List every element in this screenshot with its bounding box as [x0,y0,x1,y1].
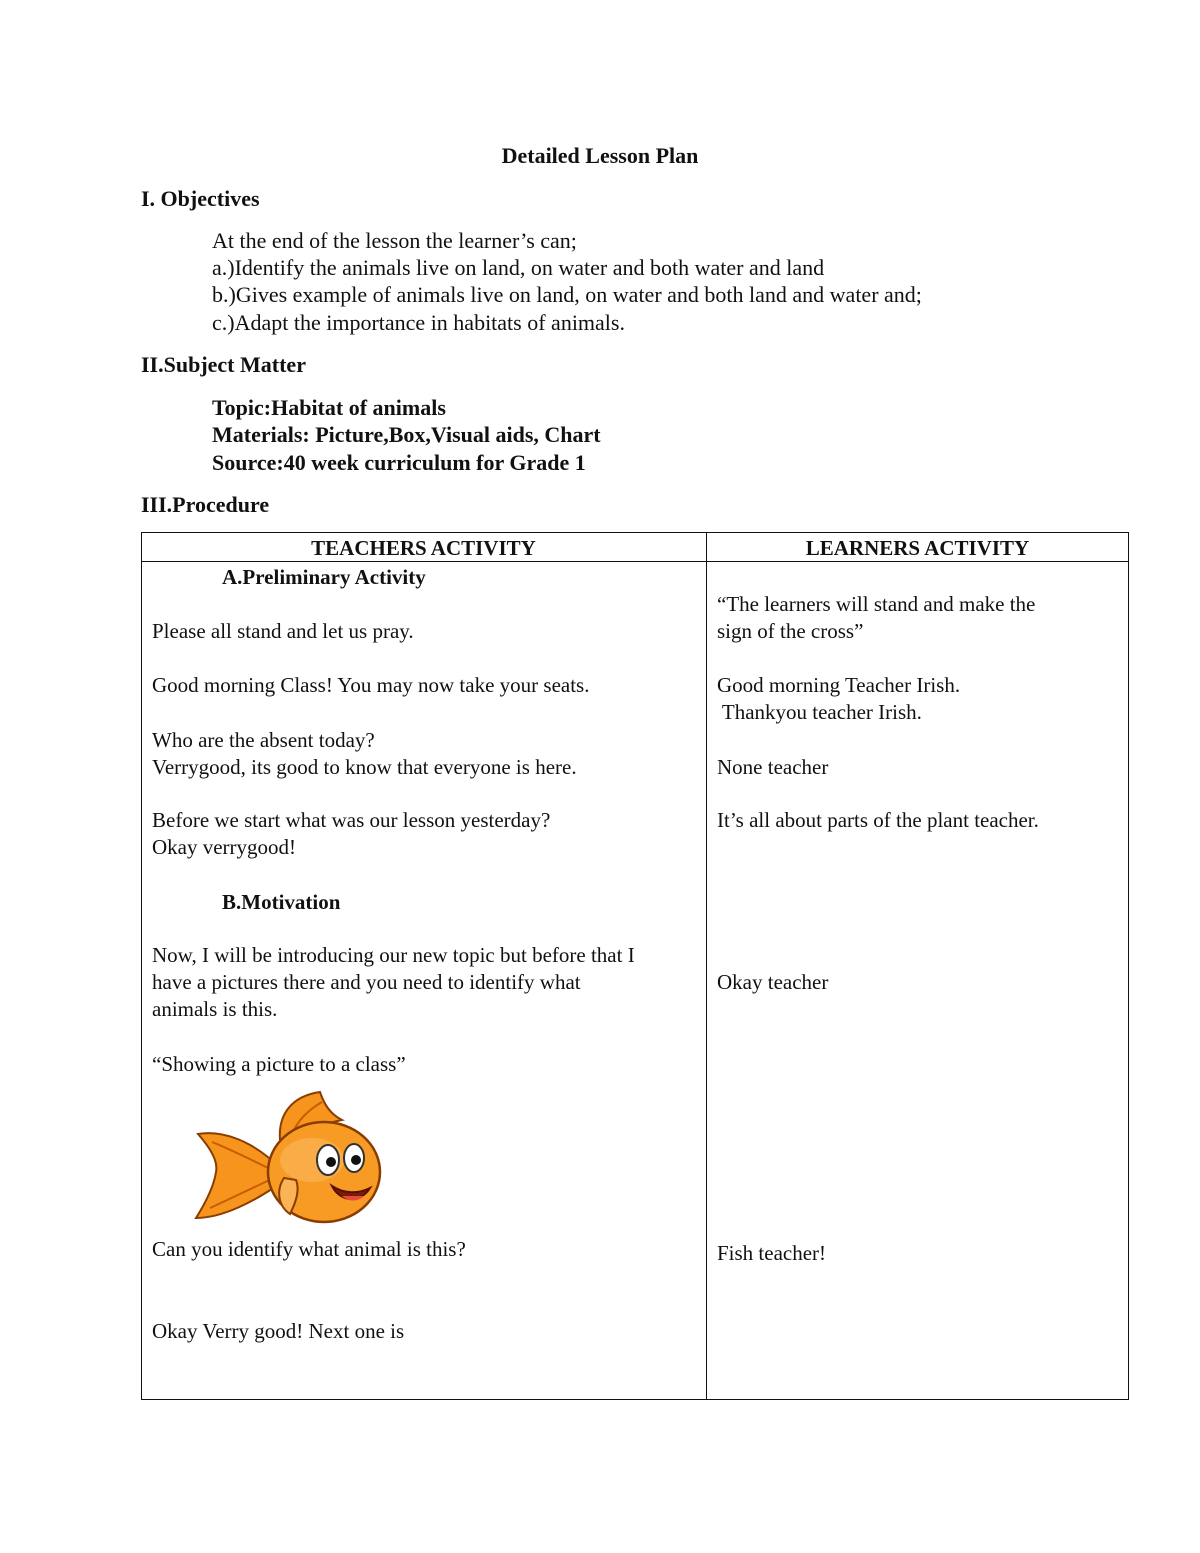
motivation-heading: B.Motivation [222,890,341,914]
teacher-line: Good morning Class! You may now take your seats. [152,673,590,697]
learner-line: None teacher [717,755,829,779]
objectives-intro: At the end of the lesson the learner’s can; [212,228,577,253]
teacher-line: have a pictures there and you need to identify what [152,970,581,994]
preliminary-activity-heading: A.Preliminary Activity [222,565,426,589]
goldfish-icon [192,1090,382,1230]
objectives-heading: I. Objectives [141,186,260,211]
teacher-line: animals is this. [152,997,278,1021]
teacher-line: Okay Verry good! Next one is [152,1319,405,1343]
learner-line: Thankyou teacher Irish. [717,700,922,724]
page-title: Detailed Lesson Plan [501,143,699,168]
objective-item: b.)Gives example of animals live on land, on water and both land and water and; [212,282,922,307]
learner-line: It’s all about parts of the plant teacher. [717,808,1039,832]
procedure-heading: III.Procedure [141,492,270,517]
teacher-line: Before we start what was our lesson yesterday? [152,808,551,832]
topic-line: Topic:Habitat of animals [212,395,446,420]
teacher-line: Can you identify what animal is this? [152,1237,466,1261]
learner-line: “The learners will stand and make the [717,592,1036,616]
teacher-line: Please all stand and let us pray. [152,619,414,643]
learner-line: Good morning Teacher Irish. [717,673,961,697]
objective-item: a.)Identify the animals live on land, on water and both water and land [212,255,825,280]
teachers-activity-header: TEACHERS ACTIVITY [311,536,536,560]
teacher-line: “Showing a picture to a class” [152,1052,406,1076]
learner-line: sign of the cross” [717,619,864,643]
teacher-line: Now, I will be introducing our new topic but before that I [152,943,635,967]
teacher-line: Verrygood, its good to know that everyone is here. [152,755,577,779]
materials-line: Materials: Picture,Box,Visual aids, Chart [212,422,601,447]
table-header-divider [141,561,1129,562]
learners-activity-header: LEARNERS ACTIVITY [805,536,1030,560]
teacher-line: Who are the absent today? [152,728,375,752]
objective-item: c.)Adapt the importance in habitats of animals. [212,310,625,335]
table-column-divider [706,532,707,1400]
learner-line: Fish teacher! [717,1241,827,1265]
source-line: Source:40 week curriculum for Grade 1 [212,450,586,475]
teacher-line: Okay verrygood! [152,835,297,859]
subject-matter-heading: II.Subject Matter [141,352,306,377]
learner-line: Okay teacher [717,970,829,994]
